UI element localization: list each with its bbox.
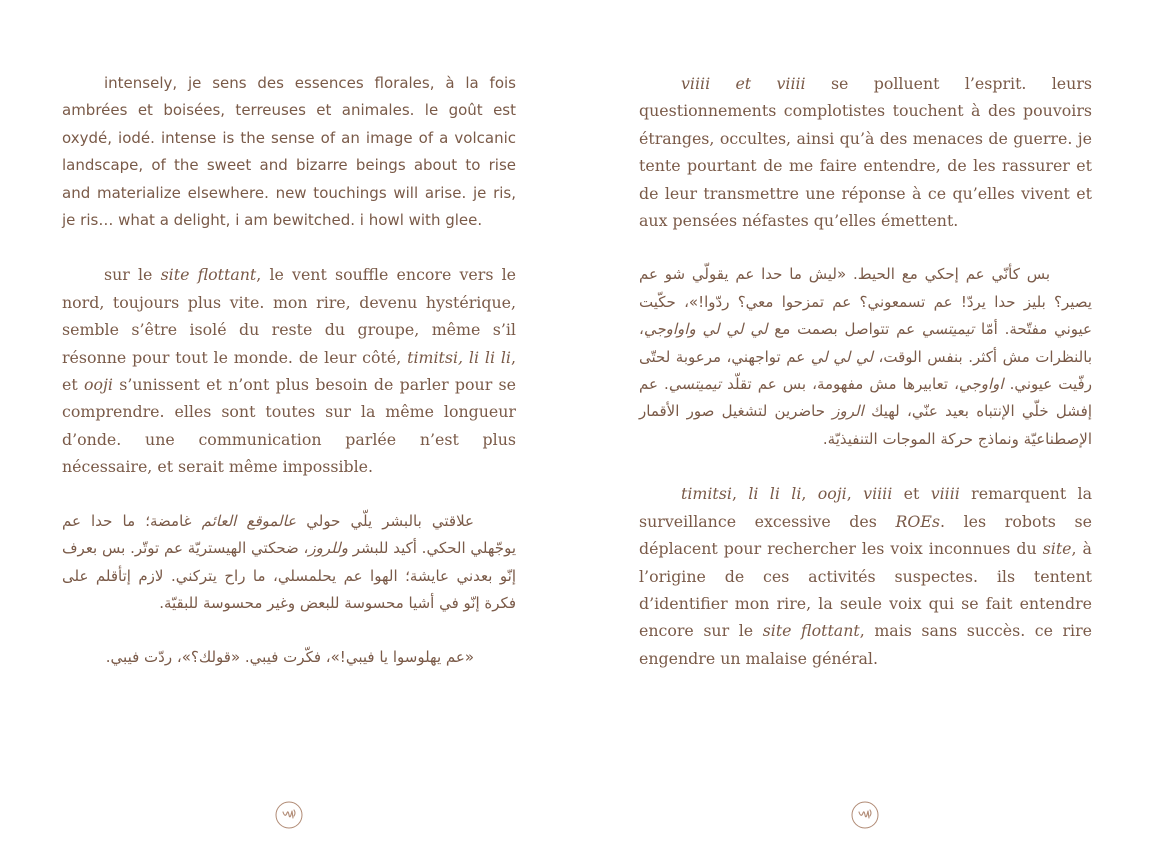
left-paragraph-2: sur le site flottant, le vent souffle encore vers le nord, toujours plus vite. mon rire, devenu hystérique, semble s’être isolé du reste du groupe, même s’il résonne pour tout le monde. de leur côté, timitsi, li li li, et ooji s’unissent et n’ont plus besoin de parler pour se comprendre. elles sont toutes sur la même longueur d’onde. une communication parlée n’est plus nécessaire, et serait même impossible.	[62, 265, 517, 477]
left-arabic-dialogue: «عم يهلوسوا يا فيبي!»، فكّرت فيبي. «قولك؟»، ردّت فيبي.	[105, 648, 474, 667]
right-text-column	[639, 70, 1092, 672]
right-paragraph-1: viiii et viiii se polluent l’esprit. leurs questionnements complotistes touchent à des pouvoirs étranges, occultes, ainsi qu’à des menaces de guerre. je tente pourtant de me faire entendre, de les rassurer et de leur transmettre une réponse à ce qu’elles vivent et aux pensées néfastes qu’elles émettent.	[639, 74, 1092, 231]
left-text-column	[62, 70, 516, 672]
left-paragraph-1: intensely, je sens des essences florales, à la fois ambrées et boisées, terreuses et animales. le goût est oxydé, iodé. intense is the sense of an image of a volcanic landscape, of the sweet and bizarre beings about to rise and materialize elsewhere. new touchings will arise. je ris, je ris… what a delight, i am bewitched. i howl with glee.	[62, 74, 516, 230]
folio-emblem-icon	[851, 801, 879, 829]
right-arabic-paragraph: بس كأنّي عم إحكي مع الحيط. «ليش ما حدا عم يقولّي شو عم يصير؟ بليز حدا يردّ! عم تسمعوني؟ عم تمزحوا معي؟ ردّوا!»، حكّيت عيوني مفتّحة. أمّا تيميتسي عم تتواصل بصمت مع لي لي لي واواوجي، بالنظرات مش أكثر. بنفس الوقت، لي لي لي عم تواجهني، مرعوبة لحتّى رفّيت عيوني. اواوجي، تعابيرها مش مفهومة، بس عم تقلّد تيميتسي. عم إفشل خلّي الإنتباه بعيد عنّي، لهيك الروز حاضرين لتشغيل صور الأقمار الإصطناعيّة ونماذج حركة الموجات التنفيذيّة.	[639, 265, 1092, 448]
folio-emblem-icon	[275, 801, 303, 829]
right-paragraph-3: timitsi, li li li, ooji, viiii et viiii remarquent la surveillance excessive des ROEs. les robots se déplacent pour rechercher les voix inconnues du site, à l’origine de ces activités suspectes. ils tentent d’identifier mon rire, la seule voix qui se fait entendre encore sur le site flottant, mais sans succès. ce rire engendre un malaise général.	[639, 484, 1093, 668]
right-page	[577, 0, 1154, 857]
left-arabic-paragraph: علاقتي بالبشر يلّي حولي عالموقع العائم غامضة؛ ما حدا عم يوجّهلي الحكي. أكيد للبشر وللروز، ضحكتي الهيستريّة عم توتّر. بس بعرف إنّو بعدني عايشة؛ الهوا عم يحلمسلي، ما راح يتركني. لازم إتأقلم على فكرة إنّو في أشيا محسوسة للبعض وغير محسوسة للبقيّة.	[62, 511, 516, 612]
